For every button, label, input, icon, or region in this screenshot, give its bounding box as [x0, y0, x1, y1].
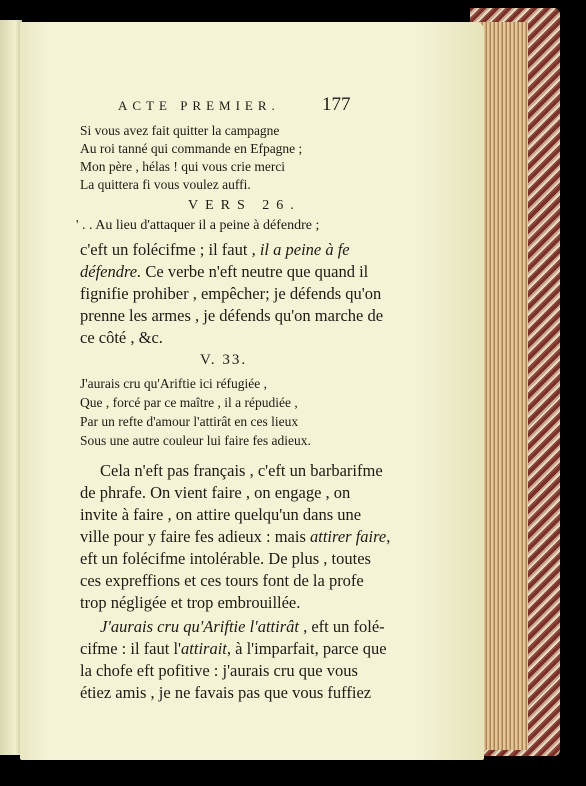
- paragraph-line: de phrafe. On vient faire , on engage , on: [80, 483, 351, 502]
- italic-run: attirait: [181, 639, 227, 658]
- paragraph-line: [80, 240, 350, 260]
- section-heading: VERS 26.: [188, 198, 301, 213]
- verse-line: Mon père , hélas ! qui vous crie merci: [80, 159, 286, 174]
- paragraph-line: fignifie prohiber , empêcher; je défends qu'on: [80, 284, 382, 303]
- italic-run: il a peine à fe: [259, 240, 350, 259]
- italic-run: attirer faire: [310, 527, 387, 546]
- verse-line: Par un refte d'amour l'attirât en ces lieux: [80, 414, 299, 429]
- paragraph-line: ces expreffions et ces tours font de la profe: [80, 571, 364, 590]
- italic-run: J'aurais cru qu'Ariftie l'attirât: [100, 617, 299, 636]
- page-edges: [478, 22, 528, 750]
- verse-line: Sous une autre couleur lui faire fes adieux.: [80, 433, 311, 448]
- section-heading: V. 33.: [200, 352, 248, 368]
- verse-line: La quittera fi vous voulez auffi.: [80, 177, 251, 192]
- paragraph-line: la chofe eft pofitive : j'aurais cru que vous: [80, 661, 358, 680]
- text-run: , eft un folé-: [298, 617, 385, 636]
- text-run: ,: [386, 527, 391, 546]
- paragraph-line: trop négligée et trop embrouillée.: [80, 593, 301, 612]
- text-run: , à l'imparfait, parce que: [226, 639, 387, 658]
- paragraph-line: Cela n'eft pas français , c'eft un barbarifme: [100, 461, 383, 480]
- verse-line: Si vous avez fait quitter la campagne: [80, 123, 280, 138]
- verse-line: Au roi tanné qui commande en Efpagne ;: [80, 141, 303, 156]
- paragraph-line: [80, 262, 368, 282]
- text-run: cifme : il faut l': [80, 639, 182, 658]
- text-run: c'eft un folécifme ; il faut ,: [80, 240, 260, 259]
- paragraph-line: étiez amis , je ne favais pas que vous fuffiez: [80, 683, 372, 702]
- paragraph-line: [100, 617, 385, 637]
- verse-line: Que , forcé par ce maître , il a répudiée ,: [80, 395, 298, 410]
- page-number: 177: [322, 94, 351, 115]
- paragraph-line: invite à faire , on attire quelqu'un dans une: [80, 505, 362, 524]
- quoted-verse: ' . . Au lieu d'attaquer il a peine à défendre ;: [76, 218, 320, 233]
- text-run: ville pour y faire fes adieux : mais: [80, 527, 311, 546]
- paragraph-line: [80, 639, 387, 659]
- verse-line: J'aurais cru qu'Ariftie ici réfugiée ,: [80, 376, 268, 391]
- paragraph-line: prenne les armes , je défends qu'on marche de: [80, 306, 384, 325]
- paragraph-line: eft un folécifme intolérable. De plus , toutes: [80, 549, 371, 568]
- paragraph-line: ce côté , &c.: [80, 328, 163, 347]
- text-run: Ce verbe n'eft neutre que quand il: [141, 262, 369, 281]
- italic-run: défendre.: [80, 262, 142, 281]
- previous-page-edge: [0, 20, 22, 755]
- running-head: ACTE PREMIER.: [118, 98, 280, 113]
- paragraph-line: [80, 527, 390, 547]
